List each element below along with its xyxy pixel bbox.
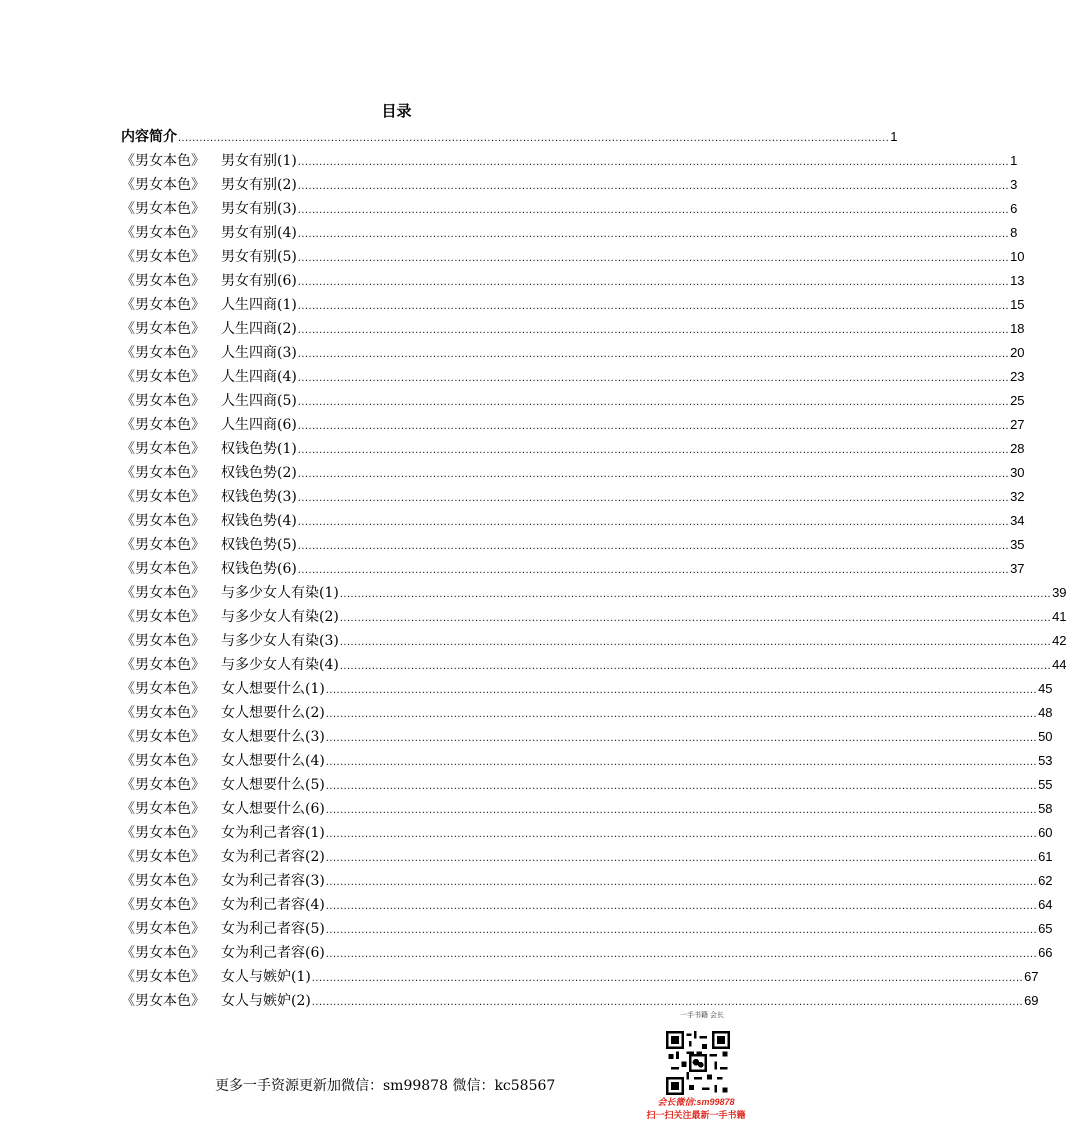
toc-chapter-title: 男女有别(3) — [221, 201, 297, 217]
toc-row[interactable] — [121, 653, 1067, 677]
toc-page-number: 44 — [1052, 657, 1067, 672]
dot-leader: ........................................................................................................................................................................................................ — [325, 684, 1038, 696]
dot-leader: ........................................................................................................................................................................................................ — [311, 972, 1024, 984]
toc-page-number: 1 — [1010, 153, 1018, 168]
toc-chapter-title: 人生四商(2) — [221, 321, 297, 337]
dot-leader: ........................................................................................................................................................................................................ — [325, 828, 1038, 840]
toc-row[interactable] — [121, 869, 1053, 893]
toc-row[interactable] — [121, 269, 1025, 293]
toc-chapter-title: 与多少女人有染(4) — [221, 657, 339, 673]
toc-chapter-title: 女人与嫉妒(1) — [221, 969, 311, 985]
toc-entry-label — [121, 749, 325, 773]
toc-row[interactable] — [121, 293, 1025, 317]
dot-leader: ........................................................................................................................................................................................................ — [297, 276, 1010, 288]
toc-book-title: 《男女本色》 — [121, 873, 205, 889]
toc-entry-label — [121, 293, 297, 317]
toc-chapter-title: 与多少女人有染(2) — [221, 609, 339, 625]
toc-row[interactable] — [121, 701, 1053, 725]
toc-book-title: 《男女本色》 — [121, 921, 205, 937]
toc-page-number: 61 — [1038, 849, 1053, 864]
toc-book-title: 《男女本色》 — [121, 777, 205, 793]
toc-page-number: 30 — [1010, 465, 1025, 480]
toc-chapter-title: 女为利己者容(5) — [221, 921, 325, 937]
toc-chapter-title: 女为利己者容(6) — [221, 945, 325, 961]
toc-page-number: 50 — [1038, 729, 1053, 744]
toc-book-title: 《男女本色》 — [121, 441, 205, 457]
toc-entry-label — [121, 821, 325, 845]
toc-row[interactable] — [121, 557, 1025, 581]
toc-entry-label — [121, 557, 297, 581]
toc-row[interactable] — [121, 437, 1025, 461]
dot-leader: ........................................................................................................................................................................................................ — [297, 516, 1010, 528]
toc-row[interactable] — [121, 677, 1053, 701]
toc-entry-label — [121, 317, 297, 341]
toc-row[interactable] — [121, 149, 1018, 173]
toc-book-title: 《男女本色》 — [121, 177, 205, 193]
dot-leader: ........................................................................................................................................................................................................ — [311, 996, 1024, 1008]
toc-book-title: 《男女本色》 — [121, 345, 205, 361]
dot-leader: ........................................................................................................................................................................................................ — [297, 468, 1010, 480]
dot-leader: ........................................................................................................................................................................................................ — [297, 540, 1010, 552]
toc-row[interactable] — [121, 965, 1039, 989]
toc-entry-label — [121, 629, 339, 653]
toc-entry-label — [121, 989, 311, 1013]
toc-entry-label — [121, 461, 297, 485]
toc-book-title: 《男女本色》 — [121, 969, 205, 985]
dot-leader: ........................................................................................................................................................................................................ — [325, 756, 1038, 768]
toc-row[interactable] — [121, 581, 1067, 605]
toc-row[interactable] — [121, 989, 1039, 1013]
toc-page-number: 65 — [1038, 921, 1053, 936]
toc-page-number: 53 — [1038, 753, 1053, 768]
toc-page-number: 62 — [1038, 873, 1053, 888]
toc-chapter-title: 权钱色势(4) — [221, 513, 297, 529]
toc-chapter-title: 男女有别(2) — [221, 177, 297, 193]
toc-chapter-title: 与多少女人有染(3) — [221, 633, 339, 649]
toc-entry-label — [121, 437, 297, 461]
toc-page-number: 64 — [1038, 897, 1053, 912]
toc-page-number: 25 — [1010, 393, 1025, 408]
toc-book-title: 《男女本色》 — [121, 681, 205, 697]
toc-row[interactable] — [121, 749, 1053, 773]
toc-chapter-title: 与多少女人有染(1) — [221, 585, 339, 601]
toc-entry-label — [121, 269, 297, 293]
toc-book-title: 《男女本色》 — [121, 417, 205, 433]
toc-row[interactable] — [121, 773, 1053, 797]
toc-entry-label — [121, 245, 297, 269]
toc-entry-label — [121, 869, 325, 893]
toc-entry-label — [121, 389, 297, 413]
dot-leader: ........................................................................................................................................................................................................ — [297, 396, 1010, 408]
toc-row-intro[interactable] — [121, 125, 898, 149]
toc-row[interactable] — [121, 245, 1025, 269]
dot-leader: ........................................................................................................................................................................................................ — [297, 252, 1010, 264]
toc-entry-label — [121, 509, 297, 533]
toc-row[interactable] — [121, 389, 1025, 413]
toc-row[interactable] — [121, 461, 1025, 485]
dot-leader: ........................................................................................................................................................................................................ — [297, 204, 1010, 216]
toc-entry-label — [121, 149, 297, 173]
toc-page-number: 28 — [1010, 441, 1025, 456]
toc-row[interactable] — [121, 533, 1025, 557]
toc-page-number: 15 — [1010, 297, 1025, 312]
toc-row[interactable] — [121, 917, 1053, 941]
toc-row[interactable] — [121, 605, 1067, 629]
dot-leader: ........................................................................................................................................................................................................ — [339, 612, 1052, 624]
dot-leader: ........................................................................................................................................................................................................ — [325, 708, 1038, 720]
toc-entry-label — [121, 965, 311, 989]
toc-row[interactable] — [121, 221, 1018, 245]
dot-leader: ........................................................................................................................................................................................................ — [325, 732, 1038, 744]
toc-page-number: 48 — [1038, 705, 1053, 720]
toc-book-title: 《男女本色》 — [121, 753, 205, 769]
dot-leader: ........................................................................................................................................................................................................ — [339, 660, 1052, 672]
toc-chapter-title: 人生四商(6) — [221, 417, 297, 433]
toc-chapter-title: 女人想要什么(6) — [221, 801, 325, 817]
footer-note: 更多一手资源更新加微信：sm99878 微信：kc58567 — [215, 1078, 556, 1094]
toc-page-number: 35 — [1010, 537, 1025, 552]
toc-chapter-title: 权钱色势(6) — [221, 561, 297, 577]
toc-intro-label: 内容简介 — [121, 129, 177, 145]
qr-code-icon[interactable] — [666, 1031, 730, 1095]
toc-chapter-title: 男女有别(4) — [221, 225, 297, 241]
toc-page-number: 23 — [1010, 369, 1025, 384]
promo-scan-note: 扫一扫关注最新一手书籍 — [646, 1110, 746, 1120]
dot-leader: ........................................................................................................................................................................................................ — [297, 324, 1010, 336]
toc-book-title: 《男女本色》 — [121, 801, 205, 817]
toc-row[interactable] — [121, 341, 1025, 365]
toc-chapter-title: 女人与嫉妒(2) — [221, 993, 311, 1009]
toc-book-title: 《男女本色》 — [121, 297, 205, 313]
toc-entry-label — [121, 893, 325, 917]
toc-book-title: 《男女本色》 — [121, 321, 205, 337]
toc-entry-label — [121, 701, 325, 725]
promo-header: 一手书籍 会长 — [680, 1012, 724, 1019]
toc-book-title: 《男女本色》 — [121, 393, 205, 409]
toc-page-number: 67 — [1024, 969, 1039, 984]
toc-row[interactable] — [121, 941, 1053, 965]
dot-leader: ........................................................................................................................................................................................................ — [325, 900, 1038, 912]
page-title: 目录 — [381, 102, 412, 120]
toc-entry-label — [121, 845, 325, 869]
toc-page-number: 10 — [1010, 249, 1025, 264]
toc-book-title: 《男女本色》 — [121, 537, 205, 553]
toc-chapter-title: 权钱色势(1) — [221, 441, 297, 457]
toc-page-number: 58 — [1038, 801, 1053, 816]
toc-page-number: 60 — [1038, 825, 1053, 840]
toc-page-number: 42 — [1052, 633, 1067, 648]
dot-leader: ........................................................................................................................................................................................................ — [297, 492, 1010, 504]
toc-book-title: 《男女本色》 — [121, 993, 205, 1009]
toc-entry-label — [121, 365, 297, 389]
toc-entry-label — [121, 797, 325, 821]
toc-page-number: 39 — [1052, 585, 1067, 600]
toc-page-number: 32 — [1010, 489, 1025, 504]
dot-leader: ........................................................................................................................................................................................................ — [325, 852, 1038, 864]
dot-leader: ........................................................................................................................................................................................................ — [297, 156, 1010, 168]
toc-entry-label — [121, 773, 325, 797]
toc-book-title: 《男女本色》 — [121, 561, 205, 577]
toc-page-number: 69 — [1024, 993, 1039, 1008]
toc-book-title: 《男女本色》 — [121, 705, 205, 721]
toc-chapter-title: 女人想要什么(4) — [221, 753, 325, 769]
toc-row[interactable] — [121, 197, 1018, 221]
toc-page-number: 6 — [1010, 201, 1018, 216]
dot-leader: ........................................................................................................................................................................................................ — [297, 228, 1010, 240]
dot-leader: ........................................................................................................................................................................................................ — [339, 636, 1052, 648]
toc-entry-label — [121, 677, 325, 701]
toc-book-title: 《男女本色》 — [121, 465, 205, 481]
toc-entry-label — [121, 341, 297, 365]
toc-entry-label — [121, 917, 325, 941]
toc-chapter-title: 人生四商(5) — [221, 393, 297, 409]
toc-chapter-title: 人生四商(1) — [221, 297, 297, 313]
toc-row[interactable] — [121, 173, 1018, 197]
toc-entry-label — [121, 197, 297, 221]
dot-leader: ........................................................................................................................................................................................................ — [297, 564, 1010, 576]
toc-row[interactable] — [121, 845, 1053, 869]
toc-entry-label — [121, 173, 297, 197]
toc-book-title: 《男女本色》 — [121, 201, 205, 217]
dot-leader: ........................................................................................................................................................................................................ — [325, 948, 1038, 960]
toc-chapter-title: 女人想要什么(1) — [221, 681, 325, 697]
toc-row[interactable] — [121, 509, 1025, 533]
toc-book-title: 《男女本色》 — [121, 633, 205, 649]
toc-chapter-title: 女为利己者容(1) — [221, 825, 325, 841]
toc-chapter-title: 女人想要什么(5) — [221, 777, 325, 793]
dot-leader: ........................................................................................................................................................................................................ — [325, 924, 1038, 936]
toc-entry-label — [121, 485, 297, 509]
toc-page-number: 45 — [1038, 681, 1053, 696]
toc-row[interactable] — [121, 797, 1053, 821]
table-of-contents — [121, 125, 1067, 1013]
toc-page-number: 41 — [1052, 609, 1067, 624]
toc-chapter-title: 女为利己者容(4) — [221, 897, 325, 913]
promo-wechat-id: 会长微信:sm99878 — [657, 1097, 735, 1107]
toc-book-title: 《男女本色》 — [121, 897, 205, 913]
toc-chapter-title: 人生四商(3) — [221, 345, 297, 361]
toc-chapter-title: 男女有别(5) — [221, 249, 297, 265]
promo-qr-block — [636, 1005, 756, 1120]
toc-book-title: 《男女本色》 — [121, 585, 205, 601]
toc-page-number: 13 — [1010, 273, 1025, 288]
toc-entry-label — [121, 725, 325, 749]
toc-book-title: 《男女本色》 — [121, 729, 205, 745]
dot-leader: ........................................................................................................................................................................................................ — [297, 180, 1010, 192]
dot-leader: ........................................................................................................................................................................................................ — [297, 348, 1010, 360]
toc-row[interactable] — [121, 485, 1025, 509]
dot-leader: ........................................................................................................................................................................................................ — [178, 132, 890, 144]
dot-leader: ........................................................................................................................................................................................................ — [297, 300, 1010, 312]
toc-page-number: 18 — [1010, 321, 1025, 336]
toc-page-number: 27 — [1010, 417, 1025, 432]
toc-row[interactable] — [121, 629, 1067, 653]
toc-book-title: 《男女本色》 — [121, 609, 205, 625]
toc-chapter-title: 权钱色势(3) — [221, 489, 297, 505]
toc-entry-label — [121, 605, 339, 629]
toc-book-title: 《男女本色》 — [121, 825, 205, 841]
toc-page-number: 3 — [1010, 177, 1018, 192]
toc-book-title: 《男女本色》 — [121, 225, 205, 241]
toc-chapter-title: 男女有别(6) — [221, 273, 297, 289]
toc-book-title: 《男女本色》 — [121, 489, 205, 505]
toc-book-title: 《男女本色》 — [121, 849, 205, 865]
toc-chapter-title: 人生四商(4) — [221, 369, 297, 385]
dot-leader: ........................................................................................................................................................................................................ — [325, 804, 1038, 816]
toc-book-title: 《男女本色》 — [121, 273, 205, 289]
dot-leader: ........................................................................................................................................................................................................ — [339, 588, 1052, 600]
dot-leader: ........................................................................................................................................................................................................ — [297, 372, 1010, 384]
toc-chapter-title: 女人想要什么(2) — [221, 705, 325, 721]
toc-book-title: 《男女本色》 — [121, 369, 205, 385]
toc-book-title: 《男女本色》 — [121, 945, 205, 961]
toc-row[interactable] — [121, 365, 1025, 389]
toc-page-number: 1 — [890, 129, 898, 144]
toc-entry-label — [121, 653, 339, 677]
toc-page-number: 20 — [1010, 345, 1025, 360]
toc-entry-label — [121, 221, 297, 245]
toc-book-title: 《男女本色》 — [121, 513, 205, 529]
dot-leader: ........................................................................................................................................................................................................ — [325, 780, 1038, 792]
toc-row[interactable] — [121, 317, 1025, 341]
toc-row[interactable] — [121, 725, 1053, 749]
toc-entry-label — [121, 413, 297, 437]
toc-page-number: 37 — [1010, 561, 1025, 576]
toc-page-number: 66 — [1038, 945, 1053, 960]
toc-page-number: 8 — [1010, 225, 1018, 240]
dot-leader: ........................................................................................................................................................................................................ — [325, 876, 1038, 888]
toc-book-title: 《男女本色》 — [121, 657, 205, 673]
toc-chapter-title: 女为利己者容(3) — [221, 873, 325, 889]
dot-leader: ........................................................................................................................................................................................................ — [297, 420, 1010, 432]
toc-chapter-title: 权钱色势(2) — [221, 465, 297, 481]
toc-page-number: 55 — [1038, 777, 1053, 792]
toc-entry-label — [121, 941, 325, 965]
toc-book-title: 《男女本色》 — [121, 249, 205, 265]
toc-book-title: 《男女本色》 — [121, 153, 205, 169]
toc-row[interactable] — [121, 893, 1053, 917]
toc-entry-label — [121, 581, 339, 605]
toc-chapter-title: 女人想要什么(3) — [221, 729, 325, 745]
toc-entry-label — [121, 533, 297, 557]
toc-page-number: 34 — [1010, 513, 1025, 528]
toc-row[interactable] — [121, 821, 1053, 845]
dot-leader: ........................................................................................................................................................................................................ — [297, 444, 1010, 456]
toc-chapter-title: 男女有别(1) — [221, 153, 297, 169]
toc-chapter-title: 女为利己者容(2) — [221, 849, 325, 865]
toc-row[interactable] — [121, 413, 1025, 437]
toc-chapter-title: 权钱色势(5) — [221, 537, 297, 553]
